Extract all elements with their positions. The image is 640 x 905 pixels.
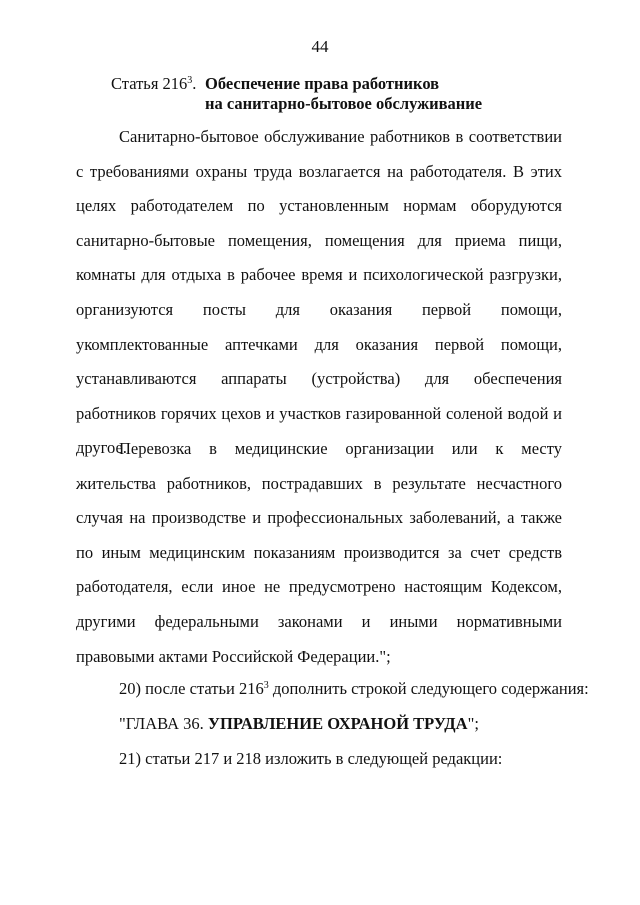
chapter-title: УПРАВЛЕНИЕ ОХРАНОЙ ТРУДА (207, 714, 468, 733)
list-item-20 (119, 678, 589, 700)
chapter-heading-line (119, 713, 589, 735)
article-label-prefix: Статья 216 (111, 74, 188, 93)
list-item-20-superscript: 3 (263, 680, 269, 691)
chapter-prefix: "ГЛАВА 36. (119, 714, 208, 733)
article-title (205, 74, 482, 114)
page-number: 44 (311, 37, 329, 56)
chapter-suffix: "; (467, 714, 479, 733)
paragraph-sanitary-service: Санитарно-бытовое обслуживание работников в соответствии с требованиями охраны труда возлагается на работодателя. В этих целях работодателем по установленным нормам оборудуются санитарно-бытовые помещения, помещения для приема пищи, комнаты для отдыха в рабочее время и психологической разгрузки, организуются посты для оказания первой помощи, укомплектованные аптечками для оказания первой помощи, устанавливаются аппараты (устройства) для обеспечения работников горячих цехов и участков газированной соленой водой и другое. (76, 127, 562, 458)
article-label-superscript: 3 (187, 75, 193, 86)
list-item-20-suffix: дополнить строкой следующего содержания: (268, 679, 589, 698)
article-label-suffix: . (192, 74, 197, 93)
list-item-21: 21) статьи 217 и 218 изложить в следующей редакции: (119, 749, 503, 768)
article-title-line-2: на санитарно-бытовое обслуживание (205, 94, 483, 113)
article-label (111, 74, 196, 94)
article-title-line-1: Обеспечение права работников (205, 74, 440, 93)
list-item-20-prefix: 20) после статьи 216 (119, 679, 264, 698)
paragraph-transportation: Перевозка в медицинские организации или к месту жительства работников, пострадавших в результате несчастного случая на производстве и профессиональных заболеваний, а также по иным медицинским показаниям производится за счет средств работодателя, если иное не предусмотрено настоящим Кодексом, другими федеральными законами и иными нормативными правовыми актами Российской Федерации."; (76, 439, 562, 666)
